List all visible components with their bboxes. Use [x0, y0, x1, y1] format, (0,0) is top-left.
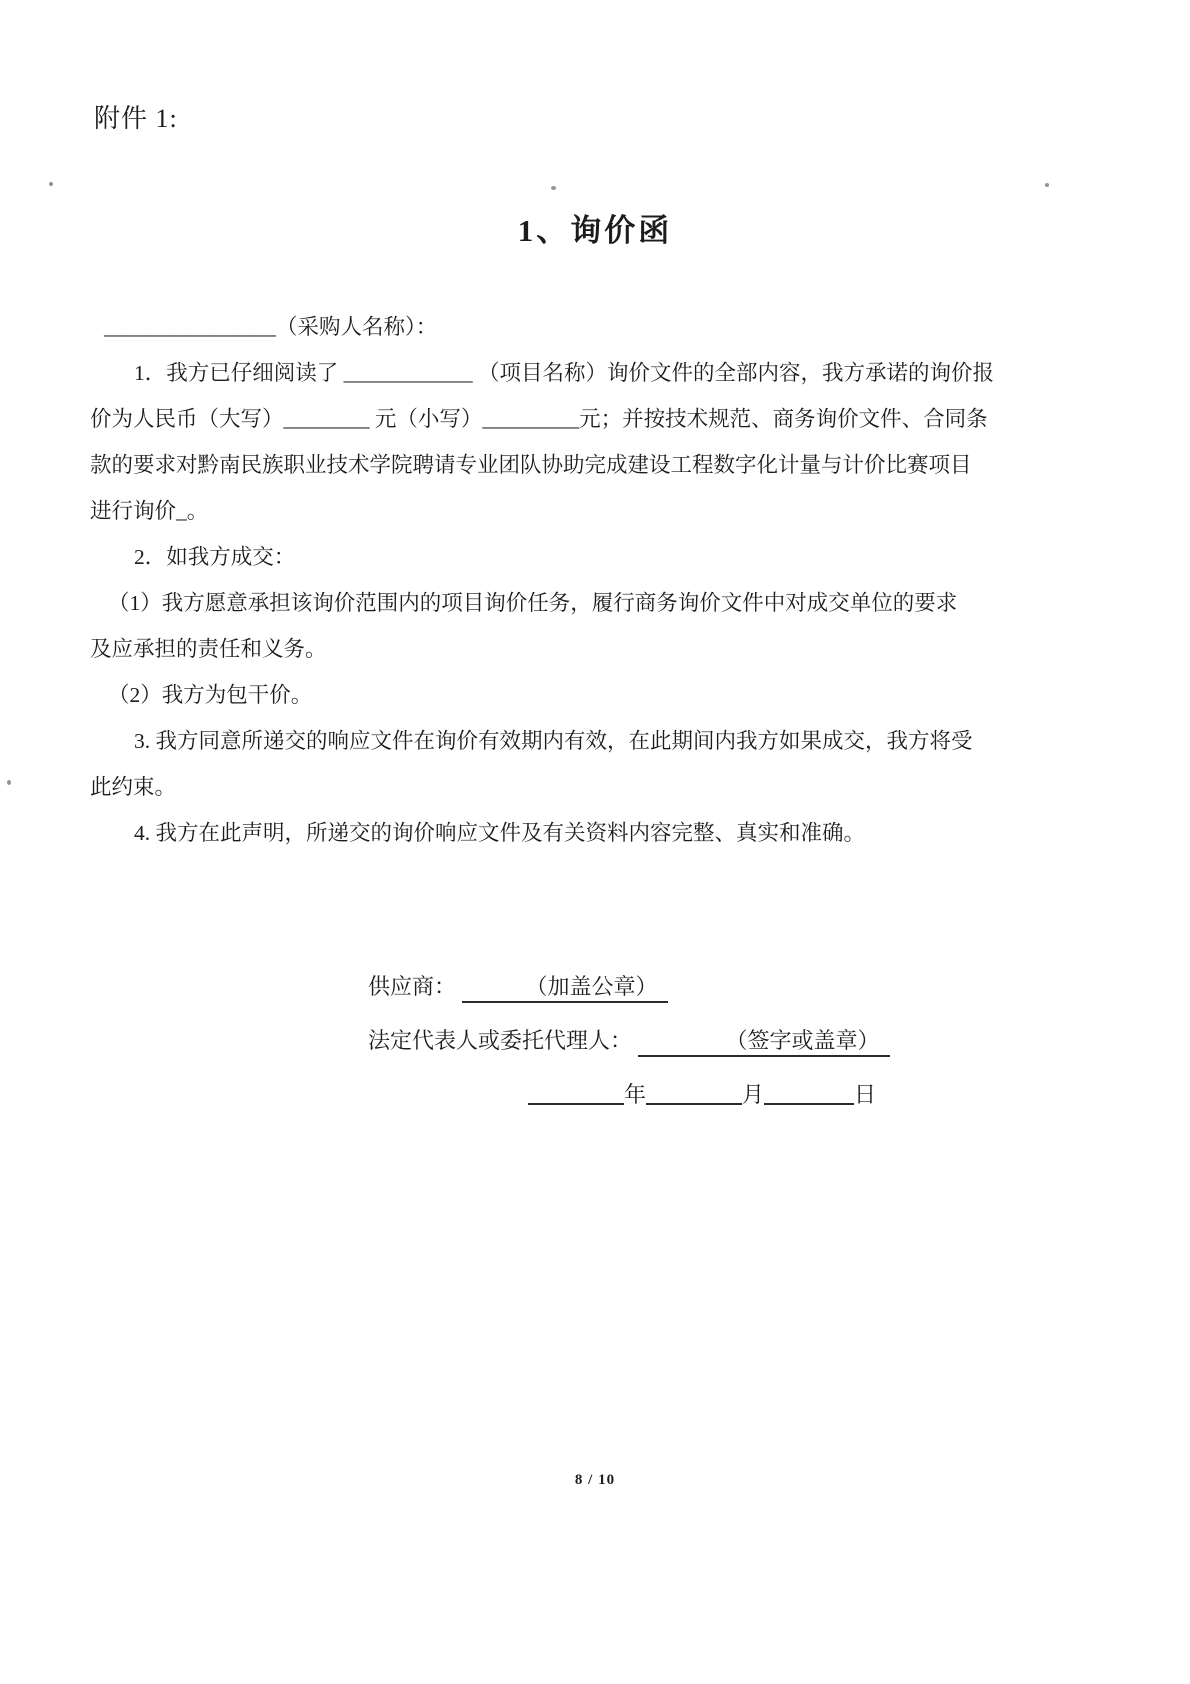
seal-note: （加盖公章） [525, 974, 658, 999]
document-body [90, 304, 1104, 856]
supplier-line [368, 960, 1190, 1014]
day-label: 日 [854, 1082, 877, 1107]
year-label: 年 [624, 1082, 647, 1107]
clause-2-2-line: （2）我方为包干价。 [108, 683, 313, 707]
signature-block [368, 960, 1190, 1122]
page-title: 1、询价函 [517, 213, 673, 248]
clause-3-line-1: 3. 我方同意所递交的响应文件在询价有效期内有效，在此期间内我方如果成交，我方将受 [134, 729, 973, 753]
month-fill-blank [646, 1081, 742, 1105]
supplier-label: 供应商： [368, 974, 457, 999]
representative-sign-area [638, 1028, 890, 1057]
representative-fill-blank [638, 1029, 726, 1051]
scan-speck [7, 780, 11, 785]
attachment-label: 附件 1: [94, 104, 178, 133]
scan-speck [551, 186, 556, 190]
supplier-fill-blank [462, 975, 526, 997]
clause-3-line-2: 此约束。 [90, 775, 177, 799]
clause-1-line-2: 价为人民币（大写）________ 元（小写）_________元；并按技术规范、商务询价文件、合同条 [90, 407, 988, 431]
clause-2-1-line-1: （1）我方愿意承担该询价范围内的项目询价任务，履行商务询价文件中对成交单位的要求 [108, 591, 958, 615]
representative-line [368, 1014, 1190, 1068]
purchaser-name-line: ________________（采购人名称）： [104, 315, 438, 339]
date-line [368, 1068, 1190, 1122]
scan-speck [49, 182, 53, 186]
supplier-seal-area [462, 974, 668, 1003]
footer-page-number: 8 / 10 [574, 1472, 616, 1488]
month-label: 月 [742, 1082, 765, 1107]
clause-2-1-line-2: 及应承担的责任和义务。 [90, 637, 327, 661]
year-fill-blank [528, 1081, 624, 1105]
underline-tail [880, 1026, 890, 1048]
clause-4-line: 4. 我方在此声明，所递交的询价响应文件及有关资料内容完整、真实和准确。 [134, 821, 866, 845]
sign-note: （签字或盖章） [725, 1028, 880, 1053]
day-fill-blank [764, 1081, 854, 1105]
scan-speck [1045, 183, 1049, 187]
clause-1-line-3: 款的要求对黔南民族职业技术学院聘请专业团队协助完成建设工程数字化计量与计价比赛项目 [90, 453, 972, 477]
clause-2-heading: 2．如我方成交： [134, 545, 296, 569]
clause-1-line-4: 进行询价_。 [90, 499, 209, 523]
representative-label: 法定代表人或委托代理人： [368, 1028, 633, 1053]
clause-1-line-1: 1．我方已仔细阅读了 ____________ （项目名称）询价文件的全部内容，我方承诺的询价报 [134, 361, 995, 385]
underline-tail [658, 972, 668, 994]
